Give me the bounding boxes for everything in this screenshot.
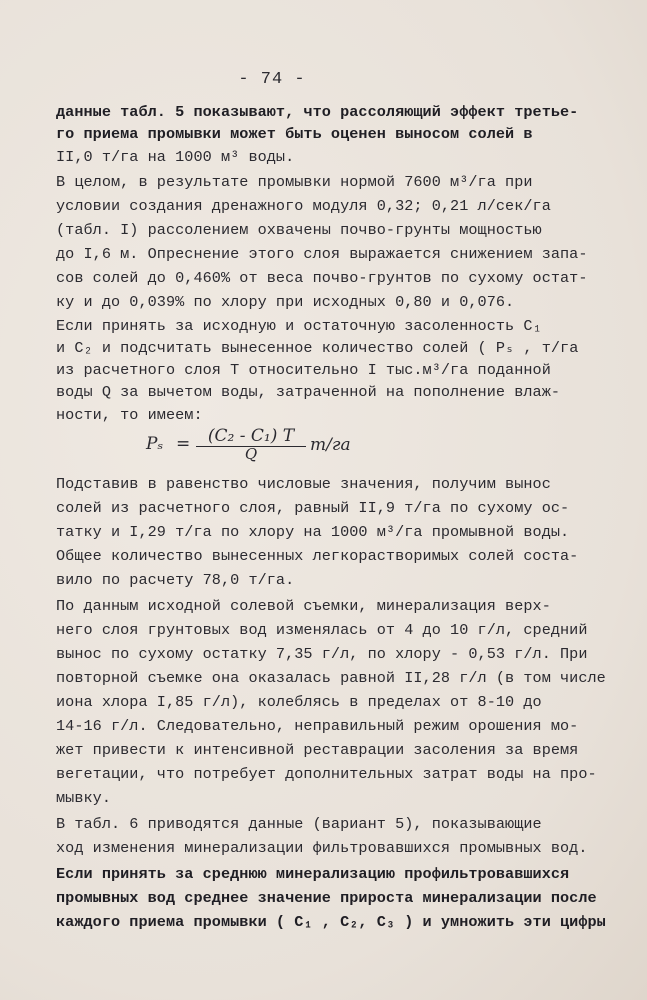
text-line: промывных вод среднее значение прироста минерализации после (56, 889, 597, 907)
text-line: По данным исходной солевой съемки, минерализация верх- (56, 597, 551, 615)
text-line: ход изменения минерализации фильтровавшихся промывных вод. (56, 839, 588, 857)
formula (146, 426, 376, 466)
text-line: татку и I,29 т/га по хлору на 1000 м³/га промывной воды. (56, 523, 570, 541)
text-line: Если принять за среднюю минерализацию профильтровавшихся (56, 865, 570, 883)
page-number: - 74 - (238, 70, 306, 89)
text-line: жет привести к интенсивной реставрации засоления за время (56, 741, 579, 759)
text-line: го приема промывки может быть оценен выносом солей в (56, 125, 533, 143)
formula-lhs: Pₛ (146, 434, 164, 454)
text-line: и C₂ и подсчитать вынесенное количество солей ( Pₛ , т/га (56, 339, 579, 357)
text-line: до I,6 м. Опреснение этого слоя выражается снижением запа- (56, 245, 588, 263)
text-line: ку и до 0,039% по хлору при исходных 0,80 и 0,076. (56, 293, 515, 311)
text-line: (табл. I) рассолением охвачены почво-грунты мощностью (56, 221, 542, 239)
text-line: 14-16 г/л. Следовательно, неправильный режим орошения мо- (56, 717, 579, 735)
text-line: повторной съемке она оказалась равной II,28 г/л (в том числе (56, 669, 606, 687)
text-line: вынос по сухому остатку 7,35 г/л, по хлору - 0,53 г/л. При (56, 645, 588, 663)
formula-equals: = (176, 434, 191, 454)
text-line: условии создания дренажного модуля 0,32; 0,21 л/сек/га (56, 197, 551, 215)
text-line: Общее количество вынесенных легкорастворимых солей соста- (56, 547, 579, 565)
text-line: солей из расчетного слоя, равный II,9 т/га по сухому ос- (56, 499, 570, 517)
text-line: В целом, в результате промывки нормой 7600 м³/га при (56, 173, 533, 191)
text-line: данные табл. 5 показывают, что рассоляющий эффект третье- (56, 103, 579, 121)
text-line: Если принять за исходную и остаточную засоленность C₁ (56, 317, 542, 335)
formula-unit: т/га (310, 435, 351, 455)
text-line: В табл. 6 приводятся данные (вариант 5), показывающие (56, 815, 542, 833)
text-line: II,0 т/га на 1000 м³ воды. (56, 148, 295, 166)
text-line: каждого приема промывки ( C₁ , C₂, C₃ ) и умножить эти цифры (56, 913, 606, 931)
text-line: ности, то имеем: (56, 406, 203, 424)
text-line: иона хлора I,85 г/л), колеблясь в пределах от 8-10 до (56, 693, 542, 711)
text-line: вило по расчету 78,0 т/га. (56, 571, 295, 589)
formula-denominator: Q (244, 445, 258, 463)
text-line: вегетации, что потребует дополнительных затрат воды на про- (56, 765, 597, 783)
text-line: сов солей до 0,460% от веса почво-грунтов по сухому остат- (56, 269, 588, 287)
text-line: него слоя грунтовых вод изменялась от 4 до 10 г/л, средний (56, 621, 588, 639)
text-line: воды Q за вычетом воды, затраченной на пополнение влаж- (56, 383, 561, 401)
text-line: мывку. (56, 789, 111, 807)
text-line: Подставив в равенство числовые значения, получим вынос (56, 475, 551, 493)
formula-numerator: (C₂ - C₁) T (207, 426, 295, 446)
text-line: из расчетного слоя T относительно I тыс.м³/га поданной (56, 361, 551, 379)
